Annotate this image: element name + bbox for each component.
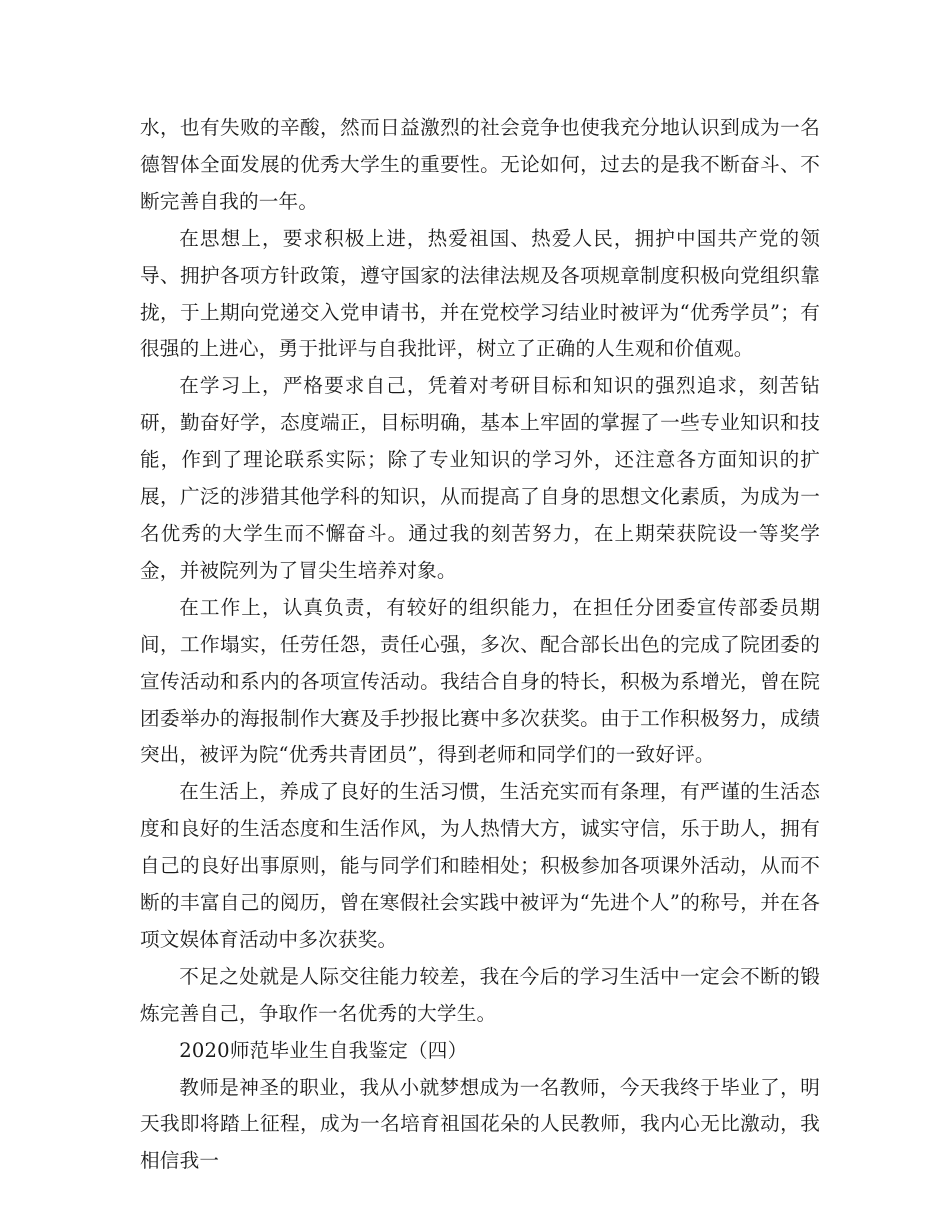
section-heading: 2020师范毕业生自我鉴定（四） — [179, 1038, 468, 1062]
paragraph-study: 在学习上，严格要求自己，凭着对考研目标和知识的强烈追求，刻苦钻研，勤奋好学，态度端正，目标明确，基本上牢固的掌握了一些专业知识和技能，作到了理论联系实际；除了专业知识的学习外，还注意各方面知识的扩展，广泛的涉猎其他学科的知识，从而提高了自身的思想文化素质，为成为一名优秀的大学生而不懈奋斗。通过我的刻苦努力，在上期荣获院设一等奖学金，并被院列为了冒尖生培养对象。 — [140, 374, 820, 582]
document-body — [140, 110, 820, 1180]
paragraph-continuation: 水，也有失败的辛酸，然而日益激烈的社会竞争也使我充分地认识到成为一名德智体全面发展的优秀大学生的重要性。无论如何，过去的是我不断奋斗、不断完善自我的一年。 — [140, 116, 820, 213]
paragraph-shortcomings: 不足之处就是人际交往能力较差，我在今后的学习生活中一定会不断的锻炼完善自己，争取作一名优秀的大学生。 — [140, 964, 820, 1025]
paragraph-teacher-intro: 教师是神圣的职业，我从小就梦想成为一名教师，今天我终于毕业了，明天我即将踏上征程，成为一名培育祖国花朵的人民教师，我内心无比激动，我相信我一 — [140, 1075, 820, 1173]
paragraph-work: 在工作上，认真负责，有较好的组织能力，在担任分团委宣传部委员期间，工作塌实，任劳任怨，责任心强，多次、配合部长出色的完成了院团委的宣传活动和系内的各项宣传活动。我结合自身的特长，积极为系增光，曾在院团委举办的海报制作大赛及手抄报比赛中多次获奖。由于工作积极努力，成绩突出，被评为院“优秀共青团员”，得到老师和同学们的一致好评。 — [140, 595, 820, 767]
paragraph-life: 在生活上，养成了良好的生活习惯，生活充实而有条理，有严谨的生活态度和良好的生活态度和生活作风，为人热情大方，诚实守信，乐于助人，拥有自己的良好出事原则，能与同学们和睦相处；积极参加各项课外活动，从而不断的丰富自己的阅历，曾在寒假社会实践中被评为“先进个人”的称号，并在各项文娱体育活动中多次获奖。 — [140, 780, 820, 951]
paragraph-ideology: 在思想上，要求积极上进，热爱祖国、热爱人民，拥护中国共产党的领导、拥护各项方针政策，遵守国家的法律法规及各项规章制度积极向党组织靠拢，于上期向党递交入党申请书，并在党校学习结业时被评为“优秀学员”；有很强的上进心，勇于批评与自我批评，树立了正确的人生观和价值观。 — [140, 226, 820, 361]
